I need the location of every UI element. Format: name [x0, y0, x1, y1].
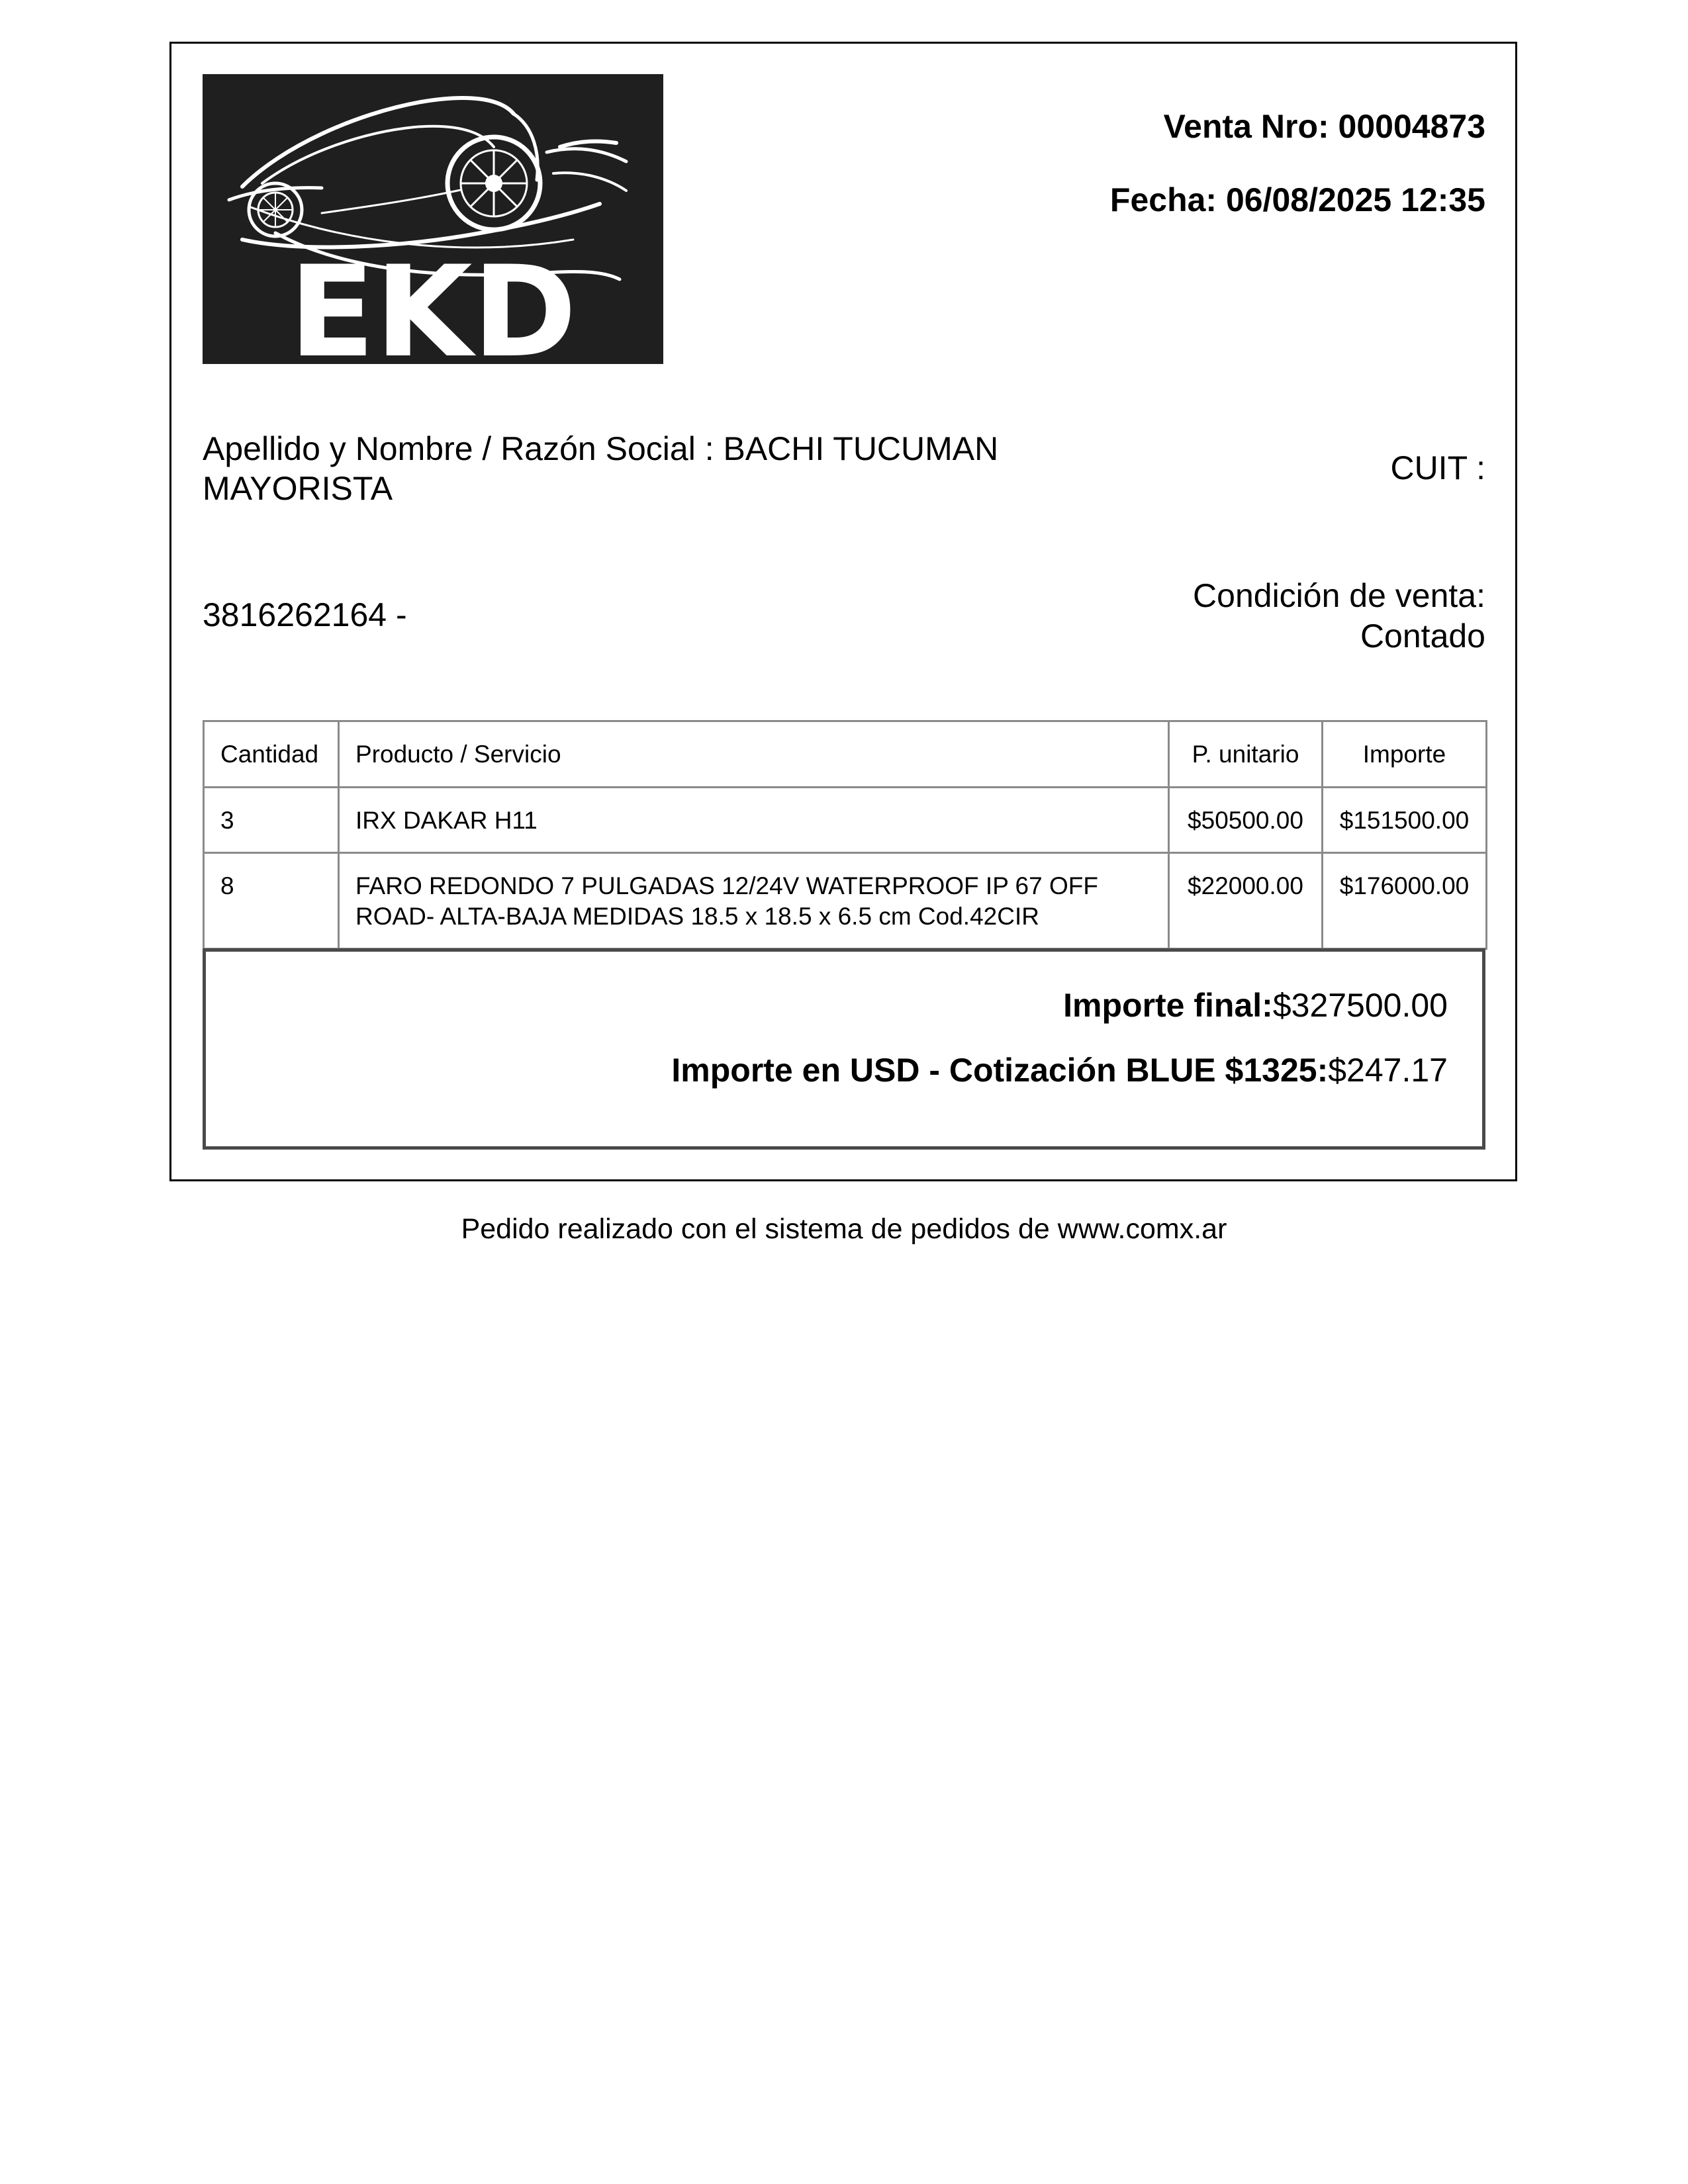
row-unit-price: $22000.00	[1169, 853, 1323, 949]
logo-text: EKD	[289, 239, 577, 364]
table-row	[204, 788, 1487, 853]
row-quantity: 8	[204, 853, 339, 949]
sale-date: Fecha: 06/08/2025 12:35	[1109, 181, 1485, 218]
row-unit-price: $50500.00	[1169, 788, 1323, 853]
total-final-value: $327500.00	[1272, 987, 1448, 1024]
customer-phone: 3816262164 -	[203, 596, 407, 633]
total-usd-label: Importe en USD - Cotización BLUE $1325:	[671, 1052, 1329, 1089]
total-final	[1063, 986, 1448, 1024]
header-quantity: Cantidad	[204, 721, 339, 788]
customer-name	[203, 429, 1063, 508]
row-description: IRX DAKAR H11	[339, 788, 1169, 853]
row-amount: $176000.00	[1323, 853, 1487, 949]
sale-number: Venta Nro: 00004873	[1163, 108, 1485, 145]
customer-cuit: CUIT :	[1390, 449, 1485, 486]
total-final-label: Importe final:	[1063, 987, 1273, 1024]
customer-name-line1: Apellido y Nombre / Razón Social : BACHI TUCUMAN	[203, 430, 999, 467]
sale-condition-label: Condición de venta:	[1193, 577, 1485, 614]
row-description: FARO REDONDO 7 PULGADAS 12/24V WATERPROOF IP 67 OFF ROAD- ALTA-BAJA MEDIDAS 18.5 x 18.5 x 6.5 cm Cod.42CIR	[339, 853, 1169, 949]
header-product: Producto / Servicio	[339, 721, 1169, 788]
row-amount: $151500.00	[1323, 788, 1487, 853]
items-table	[203, 720, 1487, 950]
sale-condition	[1193, 576, 1485, 657]
customer-name-line2: MAYORISTA	[203, 470, 393, 507]
total-usd	[671, 1051, 1448, 1089]
company-logo	[203, 74, 663, 364]
car-logo-icon	[203, 74, 663, 364]
table-row	[204, 853, 1487, 949]
total-usd-value: $247.17	[1328, 1052, 1448, 1089]
row-quantity: 3	[204, 788, 339, 853]
header-unit-price: P. unitario	[1169, 721, 1323, 788]
totals-box	[203, 948, 1485, 1150]
footer-note: Pedido realizado con el sistema de pedidos de www.comx.ar	[461, 1213, 1227, 1245]
header-amount: Importe	[1323, 721, 1487, 788]
table-header-row	[204, 721, 1487, 788]
sale-condition-value: Contado	[1360, 617, 1485, 655]
